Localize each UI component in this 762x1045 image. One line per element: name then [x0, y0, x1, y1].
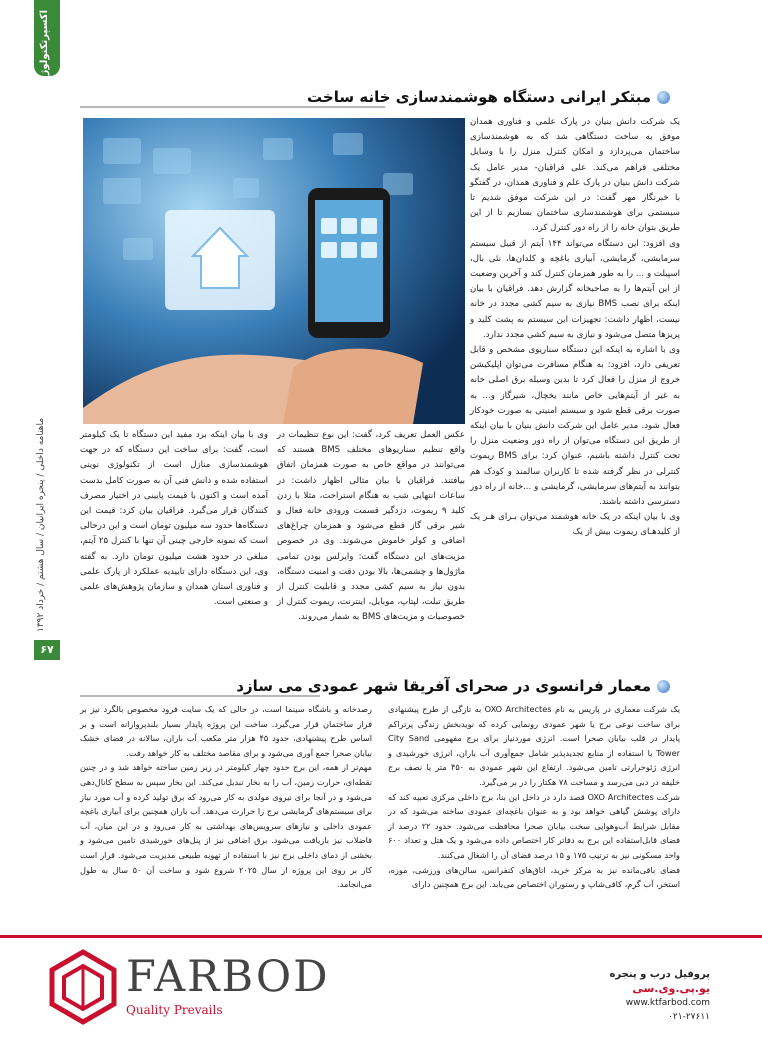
article1-column-middle: عکس العمل تعریف کرد، گفت: این نوع تنظیمات در واقع تنظیم سناریوهای مختلف BMS هستند که می‌توانند در مواقع خاص به صورت همزمان اتفاق بیافتند. فراقیان با بیان مثالی اظهار داشت: در ساعات انتهایی شب به هنگام استراحت، مثلا با زدن کلید ۹ ریموت، دزدگیر قسمت ورودی خانه فعال و شیر برقی گاز قطع می‌شود و همزمان چراغ‌های اضافی و کولر خاموش می‌شوند. وی در خصوص مزیت‌های این دستگاه گفت: وایرلس بودن تمامی ماژول‌ها و چشمی‌ها، بالا بودن دقت و امنیت دستگاه، بدون نیاز به سیم کشی مجدد و قابلیت کنترل از طریق تبلت، لپتاپ، موبایل، اینترنت، ریموت کنترل از خصوصیات و مزیت‌های BMS به شمار می‌روند.: [277, 430, 466, 623]
smart-home-photo: [83, 118, 465, 424]
brand-name: FARBOD: [126, 952, 330, 1002]
section-tab-label: اکسپرتکنولوژی: [39, 10, 50, 85]
farbod-logo-icon: [48, 948, 118, 1026]
product-type: یو.پی.وی.سی: [632, 982, 710, 995]
phone-number: ۰۲۱-۲۷۶۱۱: [668, 1012, 710, 1022]
title-rule: [80, 695, 320, 697]
product-line: پروفیل درب و پنجره: [609, 969, 710, 980]
brand-tagline: Quality Prevails: [126, 1003, 223, 1017]
issue-info: ماهنامه داخلی / پنجره ایرانیان / سال هشتم / خرداد ۱۳۹۲: [36, 417, 46, 633]
page-number: ۶۷: [34, 640, 60, 660]
title-bullet-icon: [657, 680, 670, 693]
smart-home-illustration: [83, 118, 465, 424]
article2-column-left: رصدخانه و باشگاه سینما است، در حالی که یک سایت فرود مخصوص بالگرد نیز بر فراز ساختمان قرار می‌گیرد. ساخت این پروژه پایدار بسیار بلندپروازانه است و بر اساس طرح پیشنهادی، حدود ۴۵ هزار متر مکعب آب باران، سالانه در فضای خشک بیابان صحرا جمع آوری می‌شود و برای مقاصد مختلف به کار خواهد رفت. مهم‌تر از همه، این برج حدود چهار کیلومتر در زیر زمین ساخته خواهد شد و در چنین نقطه‌ای، حرارت زمین، آب را به بخار تبدیل می‌کند. این بخار سپس به سطح کانال‌دهی می‌شود و در آنجا برای نیروی مولدی به کار می‌رود که برق تولید کرده و آب مورد نیاز برای سیستم‌های گرمایشی برج را حرارت می‌دهد. آب باران همچنین برای آبیاری باغچه عمودی داخلی و نیازهای سرویس‌های بهداشتی به کار می‌رود و در این میان، آب فاضلاب نیز بازیافت می‌شود. برق اضافی نیز از پنل‌های خورشیدی تامین می‌شود و بخشی از دمای داخلی برج نیز با استفاده از تهویه طبیعی مدیریت می‌شود. قرار است کار بر روی این پروژه از سال ۲۰۲۵ شروع شود و ساخت آن ۵۰ سال به طول می‌انجامد.: [80, 704, 372, 890]
article1-title: مبتکر ایرانی دستگاه هوشمندسازی خانه ساخت: [307, 88, 670, 106]
website-link[interactable]: www.ktfarbod.com: [625, 998, 710, 1008]
section-tab: [34, 0, 60, 85]
footer-divider: [0, 935, 762, 938]
footer-contact: [560, 968, 710, 1024]
article2-column-right: یک شرکت معماری در پاریس به نام OXO Architectes به تازگی از طرح پیشنهادی برای ساخت نوعی برج یا شهر عمودی رونمایی کرده که نویدبخش زندگی پرتراکم پایدار در قلب بیابان صحرا است. انرژی موردنیاز برای برج مفهومی City Sand Tower با استفاده از منابع تجدیدپذیر شامل جمع‌آوری آب باران، انرژی خورشیدی و انرژی ژئوحرارتی تامین می‌شود. ارتفاع این شهر عمودی به ۴۵۰ متر یا نصف برج خلیفه در دبی می‌رسد و مساحت ۷۸ هکتار را در بر می‌گیرد. شرکت OXO Architectes قصد دارد در داخل این بنا، برج داخلی مرکزی تعبیه کند که دارای پوشش گیاهی خواهد بود و به عنوان باغچه‌ای عمودی ساخته می‌شود که در مقابل شرایط آب‌وهوایی سخت بیابان صحرا محافظت می‌شود. حدود ۲۲ درصد از فضای قابل‌استفاده این برج به دفاتر کار اختصاص داده می‌شود و یک هتل و تعداد ۶۰۰ واحد مسکونی نیز به ترتیب ۱۷۵ و ۱۵ درصد فضای آن را اشغال می‌کنند. فضای باقی‌مانده نیز به مرکز خرید، اتاق‌های کنفرانس، سالن‌های ورزشی، موزه، استخر، آب گرم، کافی‌شاپ و رستوران اختصاص می‌یابد. این برج همچنین دارای: [388, 704, 680, 890]
article1-column-right: یک شرکت دانش بنیان در پارک علمی و فناوری همدان موفق به ساخت دستگاهی شد که به هوشمندسازی ساختمان می‌پردازد و امکان کنترل منزل را با وسایل مختلفی فراهم می‌کند. علی فراقیان- مدیر عامل یک شرکت دانش بنیان در پارک علم و فناوری همدان، در گفتگو با خبرنگار مهر گفت: در این شرکت موفق شدیم تا سیستمی برای هوشمندسازی ساختمان بسازیم تا از این طریق بتوان خانه را از راه دور کنترل کرد. وی افزود: این دستگاه می‌تواند ۱۴۴ آیتم از قبیل سیستم سرمایشی، گرمایشی، آبیاری باغچه و کلدان‌ها، نئی بال، اسپیلت و ... را به طور همزمان کنترل کند و آخرین وضعیت از این آیتم‌ها را به صاحبخانه گزارش دهد. فراقیان با بیان اینکه برای نصب BMS نیازی به سیم کشی مجدد در خانه نیست، اظهار داشت: تجهیزات این سیستم به پشت کلید و پریزها متصل می‌شود و نیازی به سیم کشی مجدد ندارد. وی با اشاره به اینکه این دستگاه سناریوی مشخص و قابل تعریفی دارد، افزود: به هنگام مسافرت می‌توان اپلیکیشن خروج از منزل را فعال کرد تا بدین وسیله برق اصلی خانه به غیر از آیتم‌هایی خاص مانند یخچال، شیرگاز و... به صورت برقی قطع شود و سیستم امنیتی به صورت خودکار فعال شود. مدیر عامل این شرکت دانش بنیان با بیان اینکه از طریق این دستگاه می‌توان از راه دور وضعیت منزل را تحت کنترل داشته باشیم، عنوان کرد: برای BMS ریموت کنترلی در نظر گرفته شده تا کاربران سالمند و کودک هم بتوانند به آیتم‌های سرمایشی، گرمایشی و ...خانه از راه دور دسترسی داشته باشند. وی با بیان اینکه در یک خانه هوشمند می‌توان بـرای هـر یک از کلیدهـای ریموت بیش از یک: [470, 117, 680, 538]
title-bullet-icon: [657, 91, 670, 104]
article2-title: معمار فرانسوی در صحرای آفریقا شهر عمودی می سازد: [236, 677, 670, 695]
title-rule: [80, 106, 385, 108]
article1-column-left: وی با بیان اینکه برد مفید این دستگاه تا یک کیلومتر است، گفت: برای ساخت این دستگاه که در جهت هوشمندسازی منازل است از تکنولوژی نوینی استفاده شده و دانش فنی آن به صورت کامل بدست آمده است و اکنون با قیمت پایینی در اختیار مصرف کنندگان قرار می‌گیرد. فراقیان بیان کرد: قیمت این دستگاه‌ها حدود سه میلیون تومان است و این درحالی است که نمونه خارجی چینی آن تنها با کنترل ۲۵ آیتم، مبلغی در حدود هشت میلیون تومان دارد. به گفته وی، این دستگاه دارای تاییدیه عملکرد از پارک علمی و فناوری استان همدان و سازمان پژوهش‌های علمی و صنعتی است.: [80, 430, 268, 608]
